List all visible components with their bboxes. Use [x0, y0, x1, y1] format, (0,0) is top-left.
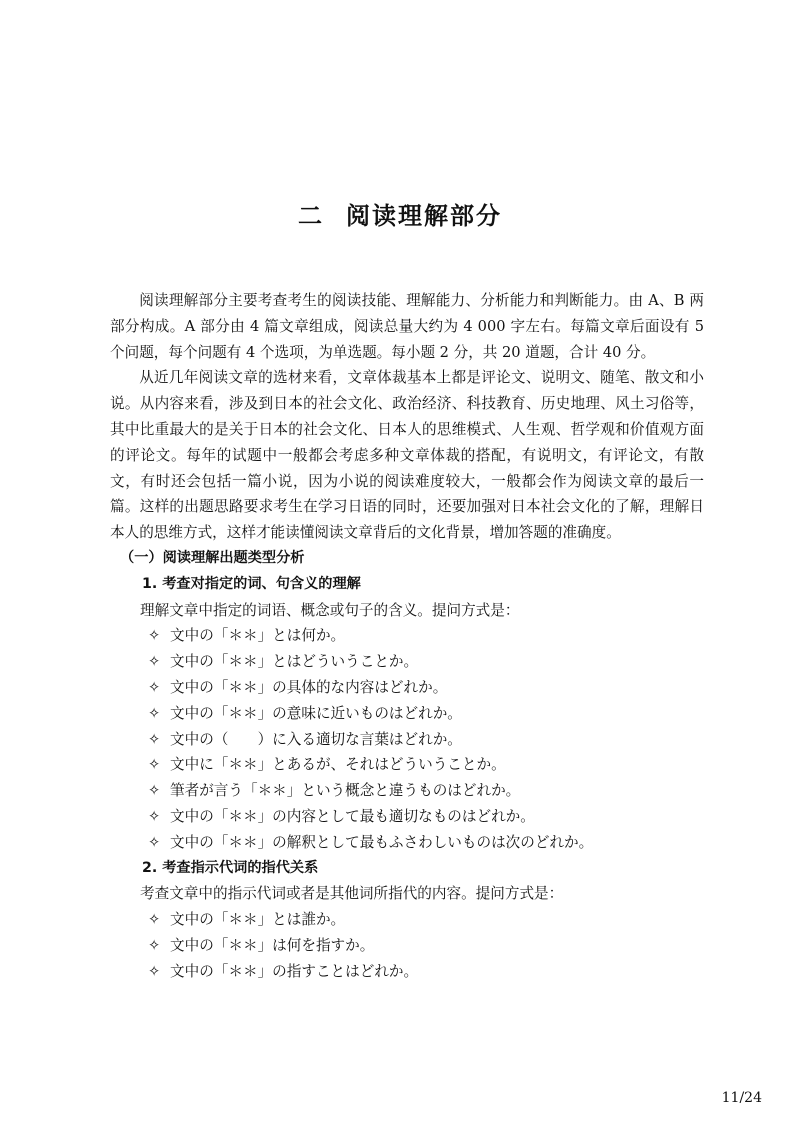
bullet-icon: ✧: [148, 782, 161, 800]
list-item: ✧ 文中の「＊＊」は何を指すか。: [148, 933, 704, 959]
list-item: ✧ 文中の「＊＊」の解釈として最もふさわしいものは次のどれか。: [148, 830, 704, 856]
bullet-icon: ✧: [148, 653, 161, 671]
section-title: [0, 196, 800, 231]
section-heading: （一）阅读理解出题类型分析: [120, 549, 305, 566]
list-item: ✧ 文中の「＊＊」とは何か。: [148, 623, 704, 649]
bullet-icon: ✧: [148, 627, 161, 645]
list-item: ✧ 文中の「＊＊」の指すことはどれか。: [148, 959, 704, 985]
bullet-icon: ✧: [148, 704, 161, 722]
bullet-icon: ✧: [148, 730, 161, 748]
list-item: ✧ 文中の（ ）に入る適切な言葉はどれか。: [148, 727, 704, 753]
list-item: ✧ 文中の「＊＊」の意味に近いものはどれか。: [148, 701, 704, 727]
list-item: ✧ 筆者が言う「＊＊」という概念と違うものはどれか。: [148, 778, 704, 804]
document-body: [110, 288, 704, 985]
list-item: ✧ 文中の「＊＊」とは誰か。: [148, 907, 704, 933]
list-item: ✧ 文中の「＊＊」の内容として最も適切なものはどれか。: [148, 804, 704, 830]
intro-paragraph: 从近几年阅读文章的选材来看，文章体裁基本上都是评论文、说明文、随笔、散文和小说。从内容来看，涉及到日本的社会文化、政治经济、科技教育、历史地理、风土习俗等，其中比重最大的是关于日本的社会文化、日本人的思维模式、人生观、哲学观和价值观方面的评论文。每年的试题中一般都会考虑多种文章体裁的搭配，有说明文，有评论文，有散文，有时还会包括一篇小说，因为小说的阅读难度较大，一般都会作为阅读文章的最后一篇。这样的出题思路要求考生在学习日语的同时，还要加强对日本社会文化的了解，理解日本人的思维方式，这样才能读懂阅读文章背后的文化背景，增加答题的准确度。: [110, 369, 704, 542]
subsection-description: 理解文章中指定的词语、概念或句子的含义。提问方式是：: [140, 601, 520, 619]
question-list: [110, 907, 704, 984]
list-item: ✧ 文中に「＊＊」とあるが、それはどういうことか。: [148, 752, 704, 778]
subsection-heading: 2. 考查指示代词的指代关系: [142, 859, 319, 876]
subsection-heading: 1. 考查对指定的词、句含义的理解: [142, 575, 361, 592]
bullet-icon: ✧: [148, 678, 161, 696]
intro-paragraph: 阅读理解部分主要考查考生的阅读技能、理解能力、分析能力和判断能力。由 A、B 两部分构成。A 部分由 4 篇文章组成，阅读总量大约为 4 000 字左右。每篇文章后面设有 5 个问题，每个问题有 4 个选项，为单选题。每小题 2 分，共 20 道题，合计 40 分。: [110, 292, 704, 361]
list-item: ✧ 文中の「＊＊」とはどういうことか。: [148, 649, 704, 675]
section-number: 二: [298, 202, 324, 230]
bullet-icon: ✧: [148, 911, 161, 929]
question-list: [110, 623, 704, 855]
bullet-icon: ✧: [148, 936, 161, 954]
page-number: 11/24: [721, 1090, 762, 1106]
subsection-description: 考查文章中的指示代词或者是其他词所指代的内容。提问方式是：: [140, 885, 564, 903]
section-title-text: 阅读理解部分: [346, 202, 502, 230]
bullet-icon: ✧: [148, 962, 161, 980]
bullet-icon: ✧: [148, 756, 161, 774]
bullet-icon: ✧: [148, 807, 161, 825]
bullet-icon: ✧: [148, 833, 161, 851]
list-item: ✧ 文中の「＊＊」の具体的な内容はどれか。: [148, 675, 704, 701]
